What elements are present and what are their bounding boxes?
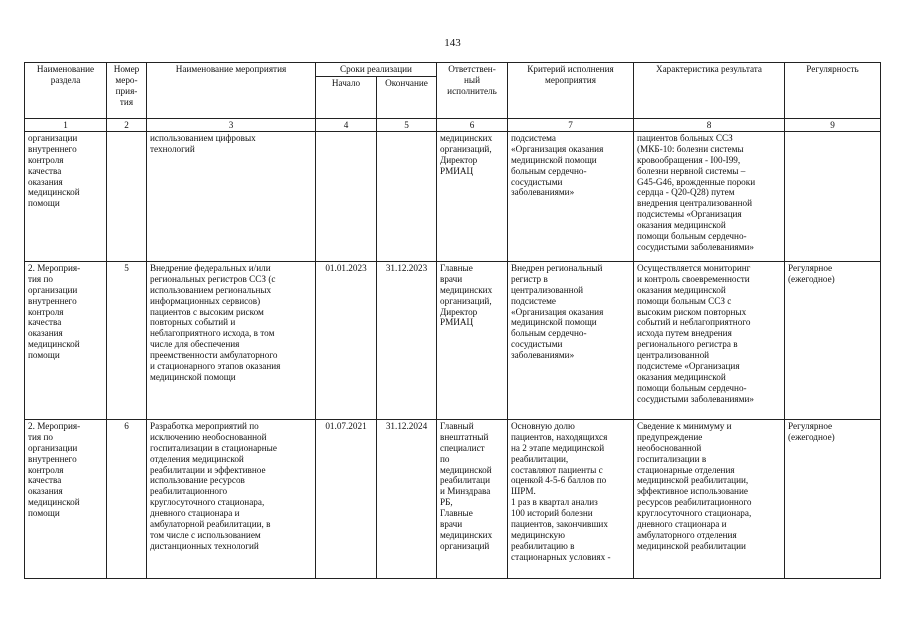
cell-responsible: Главные врачи медицинских организаций, Директор РМИАЦ [437,261,508,419]
activity-plan-table [24,62,881,579]
cell-number: 6 [107,419,147,578]
cell-event: Внедрение федеральных и/или региональных регистров ССЗ (с использованием региональных информационных сервисов) пациентов с высоким риском повторных событий и неблагоприятного исхода, в том числе для обеспечения преемственности амбулаторного и стационарного этапов оказания медицинской помощи [147,261,316,419]
header-number: Номер меро- прия- тия [107,63,147,119]
cell-result: Сведение к минимуму и предупреждение необоснованной госпитализации в стационарные отделения медицинской реабилитации, эффективное использование ресурсов реабилитационного круглосуточного стационара, дневного стационара и амбулаторного отделения медицинской реабилитации [634,419,785,578]
header-result: Характеристика результата [634,63,785,119]
table-row [25,419,881,578]
cell-end: 31.12.2023 [377,261,437,419]
cell-end [377,131,437,261]
cell-section: 2. Мероприя- тия по организации внутреннего контроля качества оказания медицинской помощи [25,261,107,419]
column-number: 6 [437,118,508,131]
column-number: 9 [785,118,881,131]
column-number-row [25,118,881,131]
cell-end: 31.12.2024 [377,419,437,578]
header-start: Начало [316,76,377,118]
cell-criterion: подсистема «Организация оказания медицинской помощи больным сердечно- сосудистыми заболеваниями» [508,131,634,261]
cell-responsible: медицинских организаций, Директор РМИАЦ [437,131,508,261]
header-row-top [25,63,881,77]
cell-regularity: Регулярное (ежегодное) [785,261,881,419]
table-row [25,131,881,261]
cell-criterion: Внедрен региональный регистр в централизованной подсистеме «Организация оказания медицинской помощи больным сердечно- сосудистыми заболеваниями» [508,261,634,419]
column-number: 8 [634,118,785,131]
header-responsible: Ответствен- ный исполнитель [437,63,508,119]
cell-regularity [785,131,881,261]
cell-start: 01.01.2023 [316,261,377,419]
header-end: Окончание [377,76,437,118]
cell-start: 01.07.2021 [316,419,377,578]
cell-section: 2. Мероприя- тия по организации внутреннего контроля качества оказания медицинской помощи [25,419,107,578]
cell-responsible: Главный внештатный специалист по медицинской реабилитаци и Минздрава РБ, Главные врачи медицинских организаций [437,419,508,578]
cell-event: использованием цифровых технологий [147,131,316,261]
page-number: 143 [444,37,461,49]
header-event: Наименование мероприятия [147,63,316,119]
cell-section: организации внутреннего контроля качества оказания медицинской помощи [25,131,107,261]
cell-event: Разработка мероприятий по исключению необоснованной госпитализации в стационарные отделения медицинской реабилитации и эффективное использование ресурсов реабилитационного круглосуточного стационара, дневного стационара и амбулаторной реабилитации, в том числе с использованием дистанционных технологий [147,419,316,578]
cell-start [316,131,377,261]
header-regularity: Регулярность [785,63,881,119]
cell-result: Осуществляется мониторинг и контроль своевременности оказания медицинской помощи больным ССЗ с высоким риском повторных событий и неблагоприятного исхода путем внедрения регионального регистра в централизованной подсистеме «Организация оказания медицинской помощи больным сердечно- сосудистыми заболеваниями» [634,261,785,419]
column-number: 1 [25,118,107,131]
cell-number: 5 [107,261,147,419]
cell-number [107,131,147,261]
table-row [25,261,881,419]
header-timing: Сроки реализации [316,63,437,77]
column-number: 7 [508,118,634,131]
column-number: 5 [377,118,437,131]
column-number: 3 [147,118,316,131]
header-section: Наименование раздела [25,63,107,119]
cell-result: пациентов больных ССЗ (МКБ-10: болезни системы кровообращения - I00-I99, болезни нервной системы – G45-G46, врожденные пороки сердца - Q20-Q28) путем внедрения централизованной подсистемы «Организация оказания медицинской помощи больным сердечно- сосудистыми заболеваниями» [634,131,785,261]
header-criterion: Критерий исполнения мероприятия [508,63,634,119]
column-number: 4 [316,118,377,131]
column-number: 2 [107,118,147,131]
cell-criterion: Основную долю пациентов, находящихся на 2 этапе медицинской реабилитации, составляют пациенты с оценкой 4-5-6 баллов по ШРМ. 1 раз в квартал анализ 100 историй болезни пациентов, закончивших медицинскую реабилитацию в стационарных условиях - [508,419,634,578]
cell-regularity: Регулярное (ежегодное) [785,419,881,578]
